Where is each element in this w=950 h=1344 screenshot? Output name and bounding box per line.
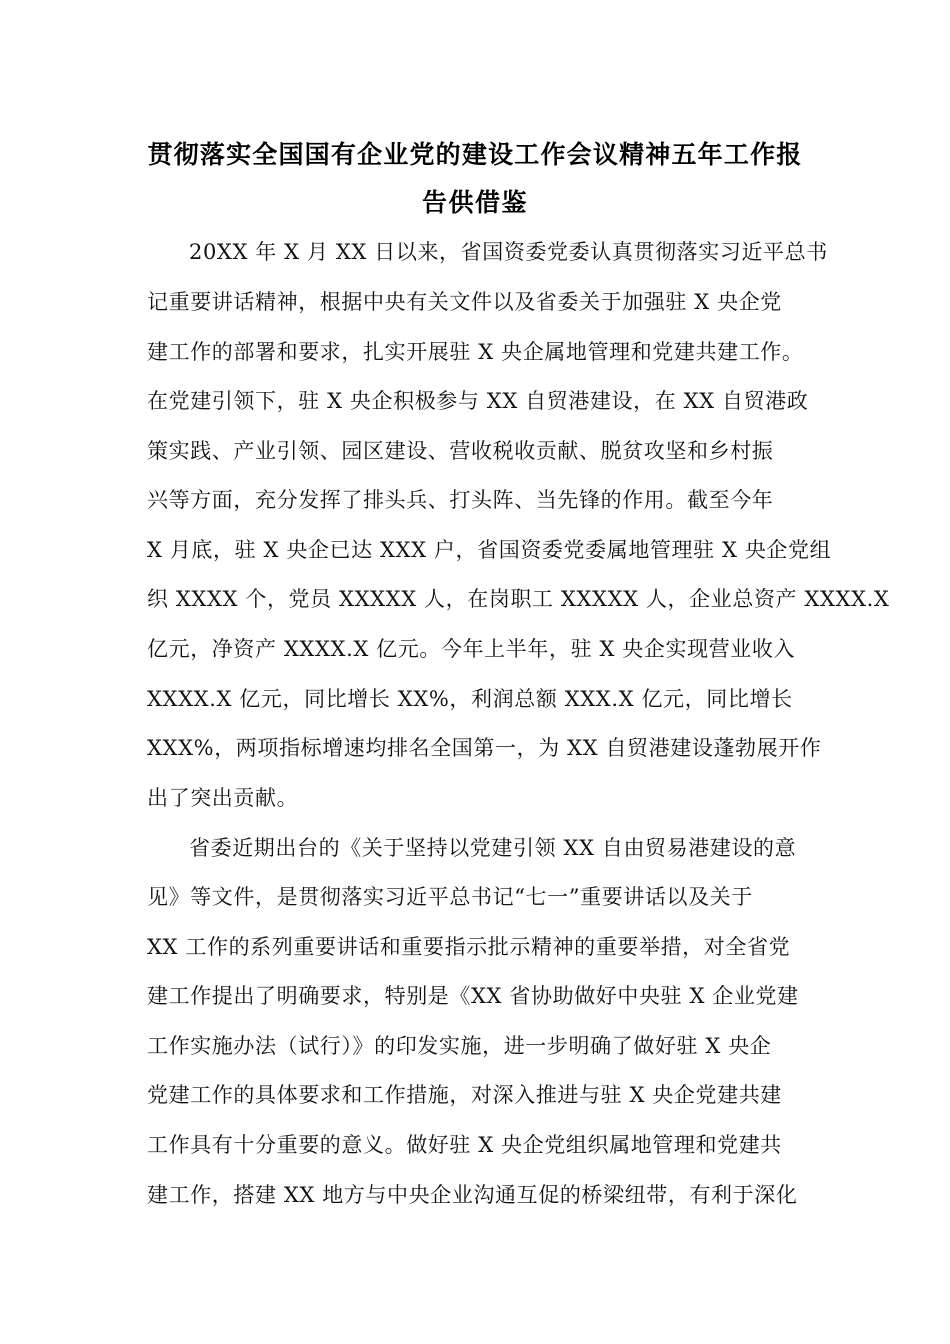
body-line: 省委近期出台的《关于坚持以党建引领 XX 自由贸易港建设的意	[189, 836, 797, 860]
body-line: XX 工作的系列重要讲话和重要指示批示精神的重要举措，对全省党	[147, 935, 791, 959]
body-line: 工作具有十分重要的意义。做好驻 X 央企党组织属地管理和党建共	[147, 1133, 782, 1157]
body-line: X 月底，驻 X 央企已达 XXX 户，省国资委党委属地管理驻 X 央企党组	[147, 538, 832, 562]
body-line: 兴等方面，充分发挥了排头兵、打头阵、当先锋的作用。截至今年	[147, 488, 774, 512]
document-title-line-1: 贯彻落实全国国有企业党的建设工作会议精神五年工作报	[147, 140, 803, 169]
body-line: 建工作的部署和要求，扎实开展驻 X 央企属地管理和党建共建工作。	[147, 340, 804, 364]
body-line: 在党建引领下，驻 X 央企积极参与 XX 自贸港建设，在 XX 自贸港政	[147, 389, 809, 413]
body-line: 亿元，净资产 XXXX.X 亿元。今年上半年，驻 X 央企实现营业收入	[147, 637, 796, 661]
body-line: 党建工作的具体要求和工作措施，对深入推进与驻 X 央企党建共建	[147, 1083, 782, 1107]
document-title-line-2: 告供借鉴	[421, 188, 528, 217]
body-line: XXX%，两项指标增速均排名全国第一，为 XX 自贸港建设蓬勃展开作	[147, 736, 822, 760]
body-line: 工作实施办法（试行）》的印发实施，进一步明确了做好驻 X 央企	[147, 1034, 772, 1058]
body-line: 见》等文件，是贯彻落实习近平总书记“七一”重要讲话以及关于	[147, 885, 753, 909]
body-line: XXXX.X 亿元，同比增长 XX%，利润总额 XXX.X 亿元，同比增长	[147, 687, 793, 711]
body-line: 记重要讲话精神，根据中央有关文件以及省委关于加强驻 X 央企党	[147, 290, 782, 314]
body-line: 策实践、产业引领、园区建设、营收税收贡献、脱贫攻坚和乡村振	[147, 439, 774, 463]
body-line: 织 XXXX 个，党员 XXXXX 人，在岗职工 XXXXX 人，企业总资产 XXXX.X	[147, 587, 890, 611]
body-line: 出了突出贡献。	[147, 786, 299, 810]
body-line: 建工作，搭建 XX 地方与中央企业沟通互促的桥梁纽带，有利于深化	[147, 1183, 798, 1207]
body-line: 20XX 年 X 月 XX 日以来，省国资委党委认真贯彻落实习近平总书	[189, 240, 828, 264]
body-line: 建工作提出了明确要求，特别是《XX 省协助做好中央驻 X 企业党建	[147, 984, 799, 1008]
